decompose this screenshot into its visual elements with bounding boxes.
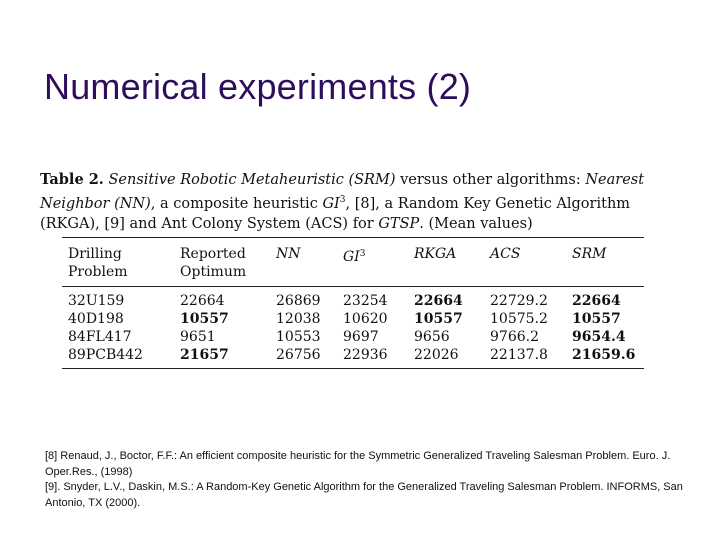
table-caption bbox=[40, 170, 672, 234]
cell-optimum: 10557 bbox=[180, 311, 229, 327]
cell-srm: 22664 bbox=[572, 293, 621, 309]
header-problem: Drilling Problem bbox=[62, 238, 174, 287]
cell-acs: 9766.2 bbox=[490, 329, 539, 345]
cell-problem: 40D198 bbox=[68, 311, 124, 327]
references bbox=[45, 449, 685, 511]
table-header-row bbox=[62, 238, 644, 287]
cell-gi: 23254 bbox=[343, 293, 388, 309]
caption-gi-sup: 3 bbox=[339, 195, 346, 205]
caption-text-2: , a composite heuristic bbox=[150, 196, 323, 212]
cell-nn: 26869 bbox=[276, 293, 321, 309]
caption-nn: Nearest Neighbor (NN) bbox=[40, 172, 645, 212]
results-table-container bbox=[62, 237, 644, 369]
table-row bbox=[62, 287, 644, 311]
cell-gi: 22936 bbox=[343, 347, 388, 363]
cell-acs: 22137.8 bbox=[490, 347, 548, 363]
caption-text-4: . (Mean values) bbox=[419, 216, 533, 232]
table-row bbox=[62, 346, 644, 368]
cell-gi: 10620 bbox=[343, 311, 388, 327]
header-optimum: Reported Optimum bbox=[174, 238, 270, 287]
cell-problem: 89PCB442 bbox=[68, 347, 143, 363]
cell-srm: 21659.6 bbox=[572, 347, 636, 363]
cell-gi: 9697 bbox=[343, 329, 379, 345]
caption-label: Table 2. bbox=[40, 171, 104, 188]
cell-nn: 10553 bbox=[276, 329, 321, 345]
reference-9: [9]. Snyder, L.V., Daskin, M.S.: A Random-Key Genetic Algorithm for the Generalized Traveling Salesman Problem. INFORMS, San Antonio, TX (2000). bbox=[45, 481, 683, 509]
header-srm: SRM bbox=[566, 238, 644, 287]
cell-problem: 84FL417 bbox=[68, 329, 132, 345]
caption-srm: Sensitive Robotic Metaheuristic (SRM) bbox=[108, 172, 396, 188]
caption-text-1: versus other algorithms: bbox=[395, 172, 586, 188]
header-acs: ACS bbox=[484, 238, 566, 287]
caption-gi: GI bbox=[322, 196, 340, 212]
reference-8: [8] Renaud, J., Boctor, F.F.: An efficient composite heuristic for the Symmetric Generalized Traveling Salesman Problem. Euro. J. Oper.Res., (1998) bbox=[45, 450, 671, 478]
table-row bbox=[62, 310, 644, 328]
header-nn: NN bbox=[270, 238, 337, 287]
cell-rkga: 22664 bbox=[414, 293, 463, 309]
results-table bbox=[62, 238, 644, 368]
slide-title: Numerical experiments (2) bbox=[44, 66, 472, 107]
header-rkga: RKGA bbox=[408, 238, 484, 287]
table-row bbox=[62, 328, 644, 346]
cell-rkga: 10557 bbox=[414, 311, 463, 327]
cell-acs: 10575.2 bbox=[490, 311, 548, 327]
cell-srm: 9654.4 bbox=[572, 329, 626, 345]
cell-nn: 12038 bbox=[276, 311, 321, 327]
header-gi: $GI^3$ bbox=[337, 238, 408, 287]
cell-acs: 22729.2 bbox=[490, 293, 548, 309]
cell-optimum: 22664 bbox=[180, 293, 225, 309]
cell-optimum: 21657 bbox=[180, 347, 229, 363]
cell-rkga: 22026 bbox=[414, 347, 459, 363]
caption-text-3: , [8], a Random Key Genetic Algorithm (RKGA), [9] and Ant Colony System (ACS) for bbox=[40, 196, 631, 232]
cell-rkga: 9656 bbox=[414, 329, 450, 345]
cell-srm: 10557 bbox=[572, 311, 621, 327]
cell-nn: 26756 bbox=[276, 347, 321, 363]
cell-optimum: 9651 bbox=[180, 329, 216, 345]
cell-problem: 32U159 bbox=[68, 293, 125, 309]
caption-gtsp: GTSP bbox=[378, 216, 420, 232]
